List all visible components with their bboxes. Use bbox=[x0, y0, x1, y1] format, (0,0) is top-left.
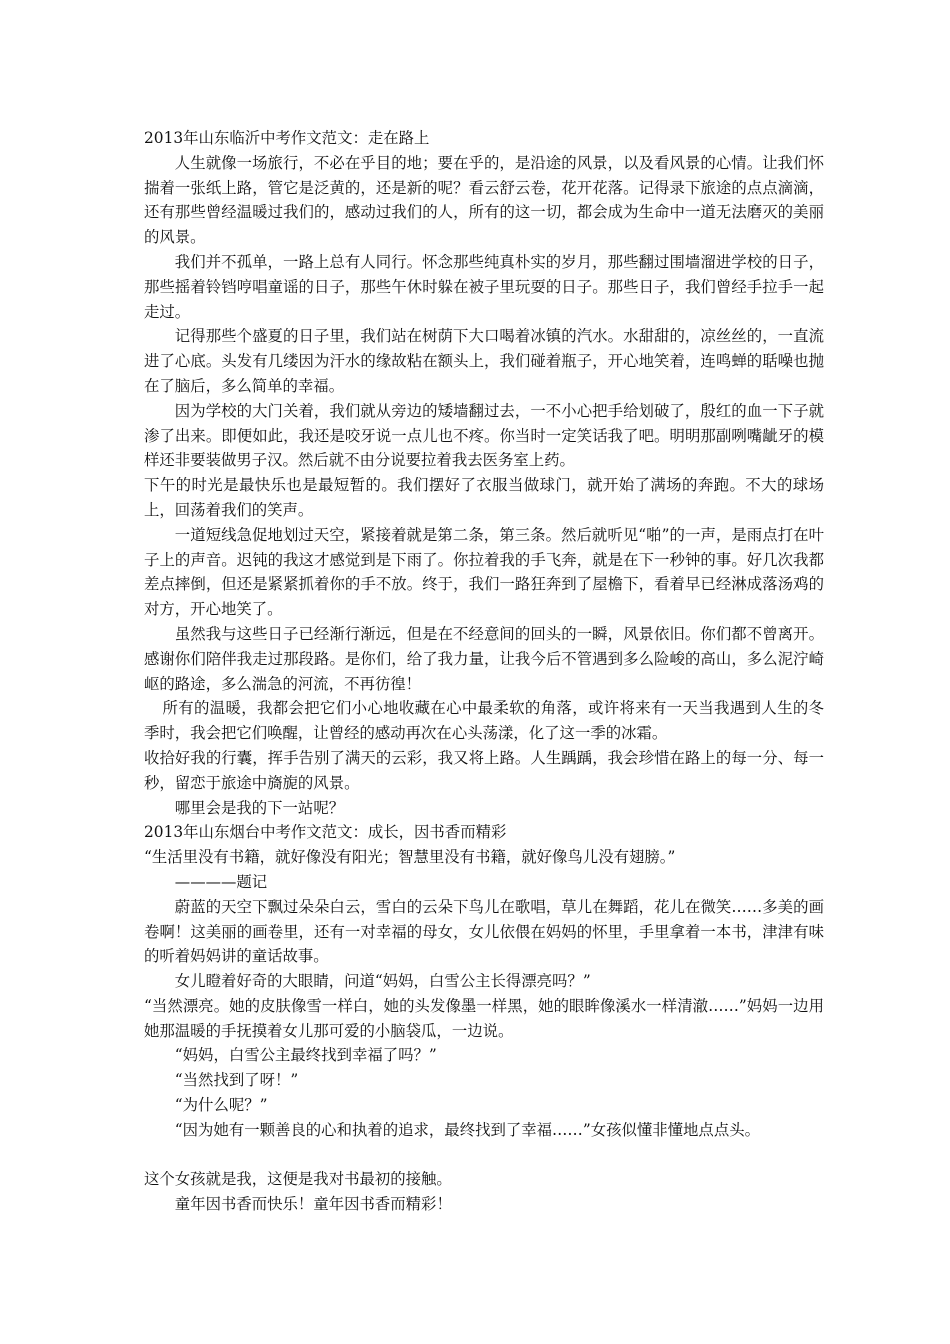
article-title: 2013年山东烟台中考作文范文：成长，因书香而精彩 bbox=[144, 823, 507, 842]
paragraph: 所有的温暖，我都会把它们小心地收藏在心中最柔软的角落，或许将来有一天当我遇到人生的冬季时，我会把它们唤醒，让曾经的感动再次在心头荡漾，化了这一季的冰霜。 bbox=[144, 699, 824, 743]
paragraph: 童年因书香而快乐！童年因书香而精彩！ bbox=[174, 1195, 452, 1214]
paragraph: 记得那些个盛夏的日子里，我们站在树荫下大口喝着冰镇的汽水。水甜甜的，凉丝丝的，一直流进了心底。头发有几缕因为汗水的缘故粘在额头上，我们碰着瓶子，开心地笑着，连鸣蝉的聒噪也抛在了脑后，多么简单的幸福。 bbox=[144, 327, 824, 395]
paragraph: 我们并不孤单，一路上总有人同行。怀念那些纯真朴实的岁月，那些翻过围墙溜进学校的日子，那些摇着铃铛哼唱童谣的日子，那些午休时躲在被子里玩耍的日子。那些日子，我们曾经手拉手一起走过。 bbox=[144, 252, 824, 321]
paragraph: 收拾好我的行囊，挥手告别了满天的云彩，我又将上路。人生踽踽，我会珍惜在路上的每一分、每一秒，留恋于旅途中旖旎的风景。 bbox=[144, 748, 824, 792]
blank-line bbox=[144, 1143, 824, 1168]
paragraph: 哪里会是我的下一站呢？ bbox=[174, 798, 345, 817]
article-title: 2013年山东临沂中考作文范文：走在路上 bbox=[144, 129, 430, 147]
paragraph: 下午的时光是最快乐也是最短暂的。我们摆好了衣服当做球门，就开始了满场的奔跑。不大的球场上，回荡着我们的笑声。 bbox=[144, 476, 824, 519]
epigraph: “生活里没有书籍，就好像没有阳光；智慧里没有书籍，就好像鸟儿没有翅膀。” bbox=[144, 848, 676, 867]
paragraph: “当然找到了呀！” bbox=[174, 1071, 299, 1090]
document-page bbox=[144, 126, 824, 1217]
paragraph: 人生就像一场旅行，不必在乎目的地；要在乎的，是沿途的风景，以及看风景的心情。让我们怀揣着一张纸上路，管它是泛黄的，还是新的呢？看云舒云卷，花开花落。记得录下旅途的点点滴滴，还有那些曾经温暖过我们的，感动过我们的人，所有的这一切，都会成为生命中一道无法磨灭的美丽的风景。 bbox=[144, 153, 824, 247]
paragraph: “为什么呢？” bbox=[174, 1096, 268, 1115]
paragraph: “因为她有一颗善良的心和执着的追求，最终找到了幸福……”女孩似懂非懂地点点头。 bbox=[174, 1120, 760, 1139]
paragraph: 这个女孩就是我，这便是我对书最初的接触。 bbox=[144, 1170, 452, 1189]
paragraph: 一道短线急促地划过天空，紧接着就是第二条，第三条。然后就听见“啪”的一声，是雨点打在叶子上的声音。迟钝的我这才感觉到是下雨了。你拉着我的手飞奔，就是在下一秒钟的事。好几次我都差点摔倒，但还是紧紧抓着你的手不放。终于，我们一路狂奔到了屋檐下，看着早已经淋成落汤鸡的对方，开心地笑了。 bbox=[144, 525, 824, 619]
paragraph: 蔚蓝的天空下飘过朵朵白云，雪白的云朵下鸟儿在歌唱，草儿在舞蹈，花儿在微笑……多美的画卷啊！这美丽的画卷里，还有一对幸福的母女，女儿依偎在妈妈的怀里，手里拿着一本书，津津有味的听着妈妈讲的童话故事。 bbox=[144, 897, 824, 966]
paragraph: 因为学校的大门关着，我们就从旁边的矮墙翻过去，一不小心把手给划破了，殷红的血一下子就渗了出来。即便如此，我还是咬牙说一点儿也不疼。你当时一定笑话我了吧。明明那副咧嘴龇牙的模样还非要装做男子汉。然后就不由分说要拉着我去医务室上药。 bbox=[144, 401, 824, 470]
paragraph: 虽然我与这些日子已经渐行渐远，但是在不经意间的回头的一瞬，风景依旧。你们都不曾离开。感谢你们陪伴我走过那段路。是你们，给了我力量，让我今后不管遇到多么险峻的高山，多么泥泞崎岖的路途，多么湍急的河流，不再彷徨！ bbox=[144, 624, 824, 693]
epigraph-source: ————题记 bbox=[174, 872, 268, 891]
paragraph: “当然漂亮。她的皮肤像雪一样白，她的头发像墨一样黑，她的眼眸像溪水一样清澈……”妈妈一边用她那温暖的手抚摸着女儿那可爱的小脑袋瓜，一边说。 bbox=[144, 996, 824, 1040]
paragraph: 女儿瞪着好奇的大眼睛，问道“妈妈，白雪公主长得漂亮吗？” bbox=[174, 972, 591, 991]
paragraph: “妈妈，白雪公主最终找到幸福了吗？” bbox=[174, 1046, 437, 1065]
